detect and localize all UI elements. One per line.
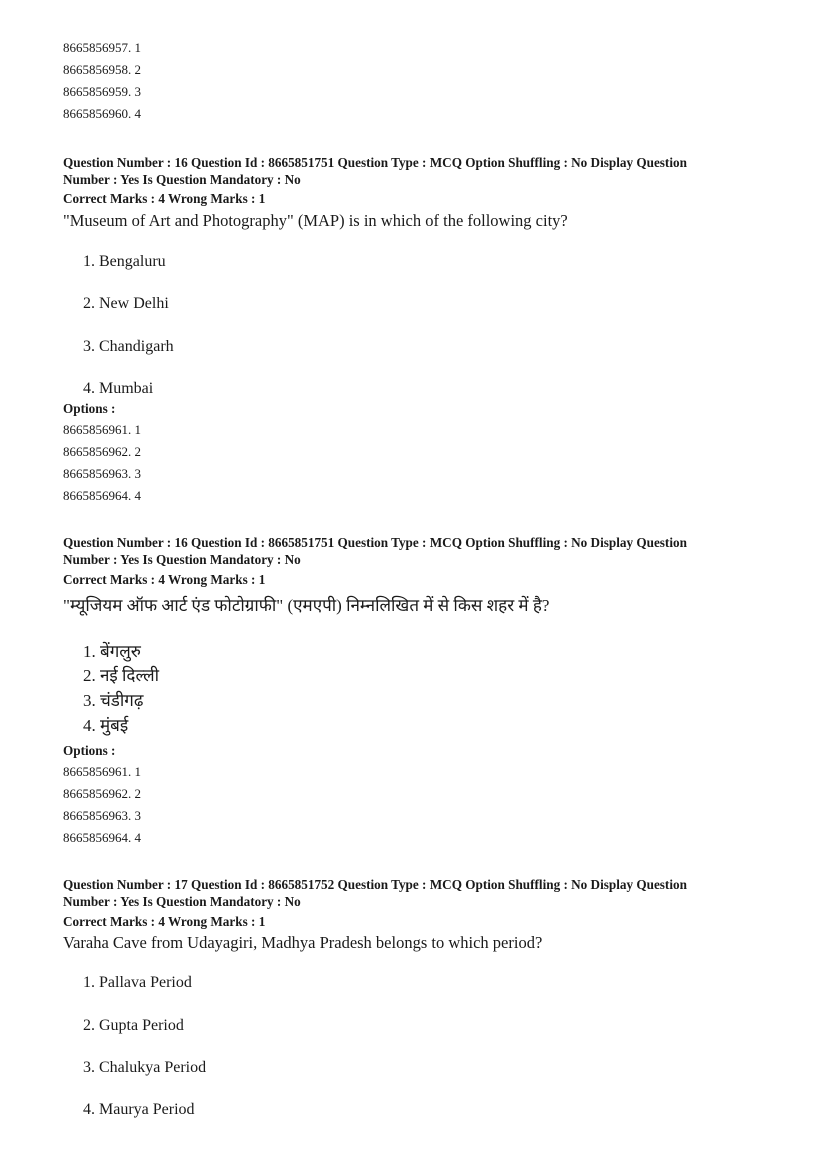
- answer-choice: 4. Maurya Period: [83, 1101, 195, 1118]
- question-header: Question Number : 17 Question Id : 8665851752 Question Type : MCQ Option Shuffling : No Display Question: [63, 877, 687, 892]
- answer-choice: 4. Mumbai: [83, 380, 154, 397]
- question-header: Question Number : 16 Question Id : 8665851751 Question Type : MCQ Option Shuffling : No Display Question: [63, 155, 687, 170]
- option-id-line: 8665856957. 1: [63, 40, 141, 55]
- options-label: Options :: [63, 401, 116, 416]
- answer-choice: 2. New Delhi: [83, 295, 169, 312]
- question-header: Question Number : 16 Question Id : 8665851751 Question Type : MCQ Option Shuffling : No Display Question: [63, 535, 687, 550]
- option-id-line: 8665856963. 3: [63, 808, 141, 823]
- question-marks: Correct Marks : 4 Wrong Marks : 1: [63, 914, 266, 929]
- answer-choice: 2. नई दिल्ली: [83, 666, 160, 685]
- answer-choice: 3. Chalukya Period: [83, 1059, 207, 1076]
- option-id-line: 8665856964. 4: [63, 830, 141, 845]
- options-label: Options :: [63, 743, 116, 758]
- question-header-cont: Number : Yes Is Question Mandatory : No: [63, 894, 301, 909]
- question-marks: Correct Marks : 4 Wrong Marks : 1: [63, 572, 266, 587]
- option-id-line: 8665856961. 1: [63, 422, 141, 437]
- option-id-line: 8665856964. 4: [63, 488, 141, 503]
- option-id-line: 8665856961. 1: [63, 764, 141, 779]
- answer-choice: 3. Chandigarh: [83, 338, 174, 355]
- answer-choice: 1. Bengaluru: [83, 253, 166, 270]
- question-text-hindi: "म्यूजियम ऑफ आर्ट एंड फोटोग्राफी" (एमएपी) निम्नलिखित में से किस शहर में है?: [63, 596, 550, 615]
- option-id-line: 8665856962. 2: [63, 786, 141, 801]
- question-text: "Museum of Art and Photography" (MAP) is in which of the following city?: [63, 211, 568, 230]
- answer-choice: 1. बेंगलुरु: [83, 642, 141, 661]
- answer-choice: 1. Pallava Period: [83, 974, 192, 991]
- answer-choice: 2. Gupta Period: [83, 1017, 184, 1034]
- answer-choice: 3. चंडीगढ़: [83, 691, 144, 710]
- question-marks: Correct Marks : 4 Wrong Marks : 1: [63, 191, 266, 206]
- option-id-line: 8665856960. 4: [63, 106, 141, 121]
- option-id-line: 8665856958. 2: [63, 62, 141, 77]
- option-id-line: 8665856963. 3: [63, 466, 141, 481]
- question-header-cont: Number : Yes Is Question Mandatory : No: [63, 172, 301, 187]
- answer-choice: 4. मुंबई: [83, 716, 129, 735]
- option-id-line: 8665856959. 3: [63, 84, 141, 99]
- question-text: Varaha Cave from Udayagiri, Madhya Pradesh belongs to which period?: [63, 933, 543, 952]
- question-header-cont: Number : Yes Is Question Mandatory : No: [63, 552, 301, 567]
- option-id-line: 8665856962. 2: [63, 444, 141, 459]
